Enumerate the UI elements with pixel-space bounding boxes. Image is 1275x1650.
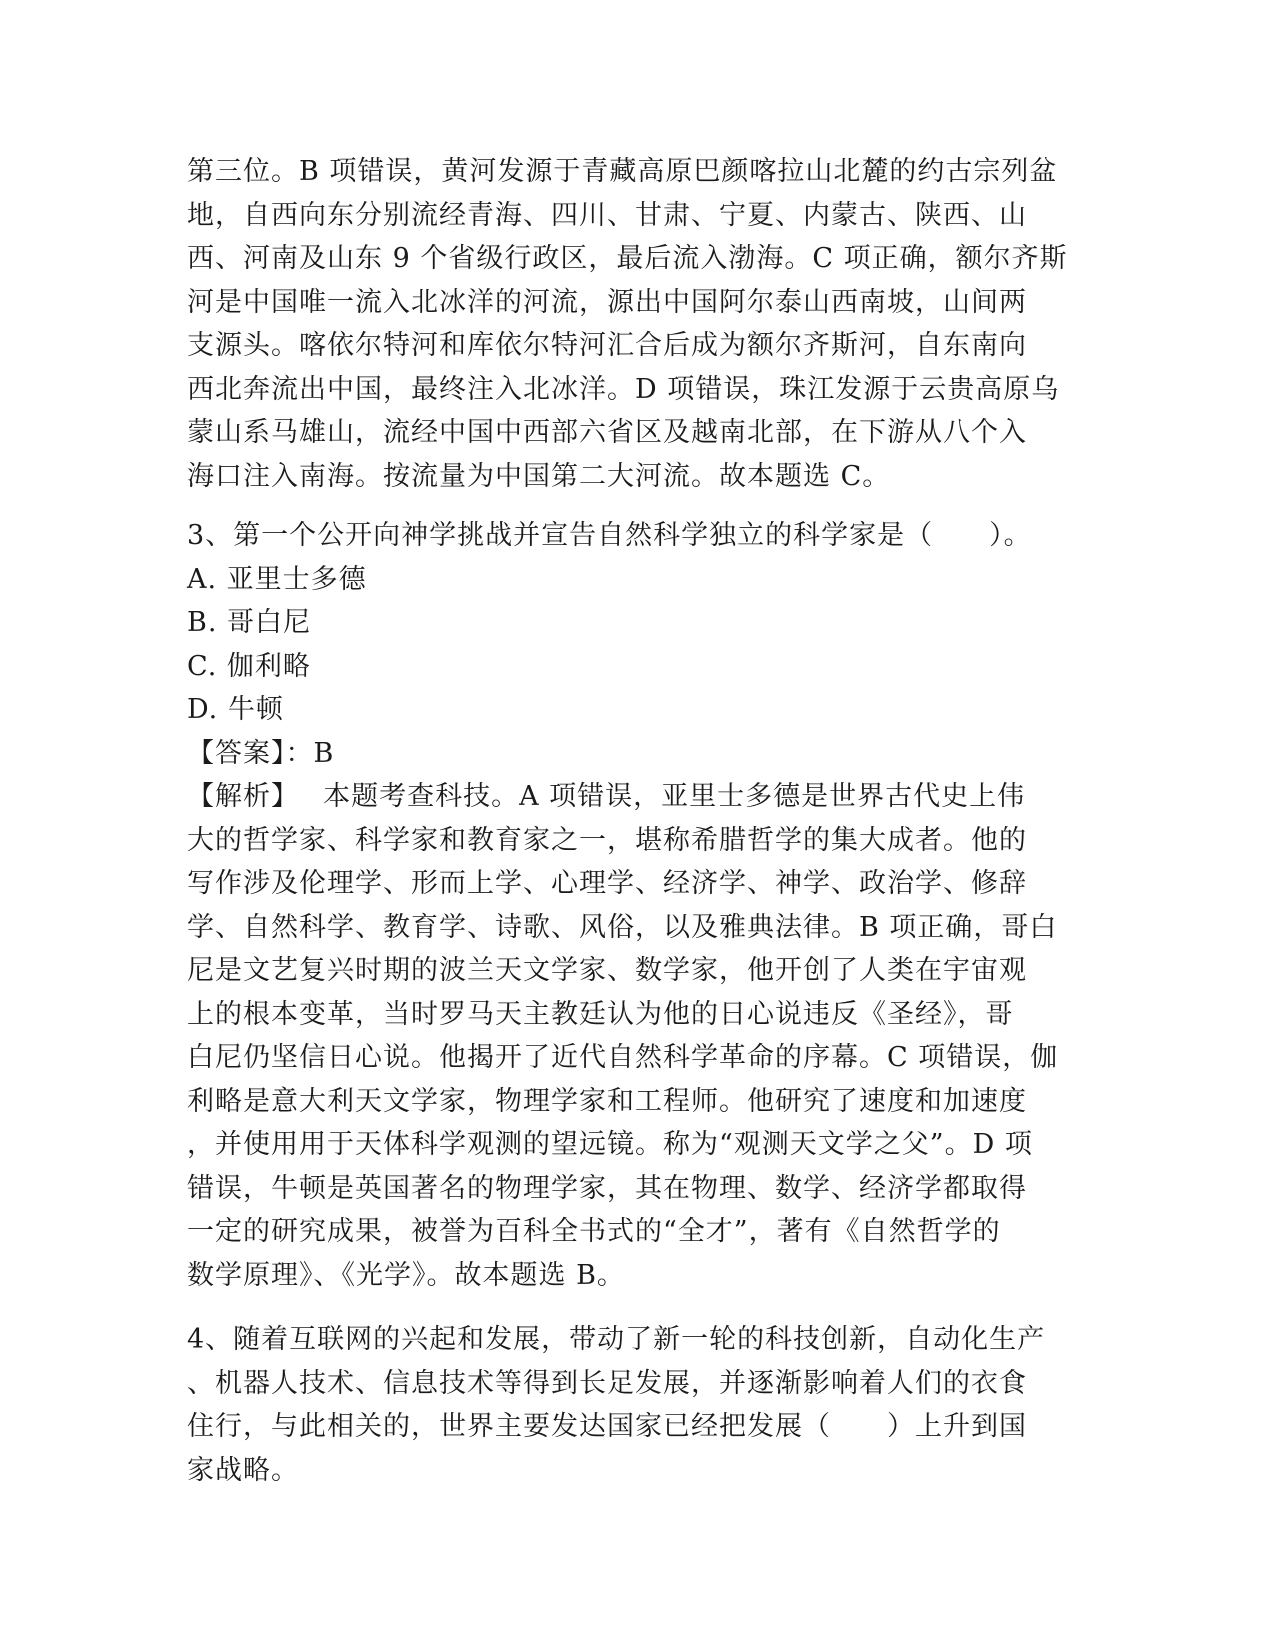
previous-explanation (187, 150, 1087, 498)
analysis-line: 写作涉及伦理学、形而上学、心理学、经济学、神学、政治学、修辞 (187, 868, 1027, 899)
analysis-line: 错误，牛顿是英国著名的物理学家，其在物理、数学、经济学都取得 (187, 1172, 1027, 1204)
analysis-line: 上的根本变革，当时罗马天主教廷认为他的日心说违反《圣经》，哥 (187, 998, 1014, 1030)
option-a: A. 亚里士多德 (187, 563, 367, 595)
analysis-line: 尼是文艺复兴时期的波兰天文学家、数学家，他开创了人类在宇宙观 (187, 955, 1027, 986)
analysis-line: 大的哲学家、科学家和教育家之一，堪称希腊哲学的集大成者。他的 (187, 824, 1027, 856)
analysis-line: ，并使用用于天体科学观测的望远镜。称为“观测天文学之父”。D 项 (187, 1129, 1033, 1160)
question-3 (187, 514, 1087, 1297)
text-line: 地，自西向东分别流经青海、四川、甘肃、宁夏、内蒙古、陕西、山 (187, 199, 1027, 231)
question-stem-line: 住行，与此相关的，世界主要发达国家已经把发展（ ）上升到国 (187, 1411, 1027, 1442)
question-stem-line: 、机器人技术、信息技术等得到长足发展，并逐渐影响着人们的衣食 (187, 1367, 1027, 1399)
text-line: 西北奔流出中国，最终注入北冰洋。D 项错误，珠江发源于云贵高原乌 (187, 373, 1060, 405)
text-line: 蒙山系马雄山，流经中国中西部六省区及越南北部，在下游从八个入 (187, 417, 1027, 448)
text-line: 第三位。B 项错误，黄河发源于青藏高原巴颜喀拉山北麓的约古宗列盆 (187, 156, 1058, 187)
analysis-line: 数学原理》、《光学》。故本题选 B。 (187, 1259, 625, 1291)
question-4 (187, 1318, 1087, 1492)
text-line: 支源头。喀依尔特河和库依尔特河汇合后成为额尔齐斯河，自东南向 (187, 330, 1027, 361)
text-line: 海口注入南海。按流量为中国第二大河流。故本题选 C。 (187, 460, 891, 492)
analysis-line: 一定的研究成果，被誉为百科全书式的“全才”，著有《自然哲学的 (187, 1216, 1001, 1247)
option-c: C. 伽利略 (187, 650, 311, 682)
analysis-line: 【解析】 本题考查科技。A 项错误，亚里士多德是世界古代史上伟 (187, 781, 1026, 812)
option-b: B. 哥白尼 (187, 607, 312, 638)
analysis-line: 学、自然科学、教育学、诗歌、风俗，以及雅典法律。B 项正确，哥白 (187, 911, 1058, 943)
question-stem-line: 4、随着互联网的兴起和发展，带动了新一轮的科技创新，自动化生产 (187, 1324, 1046, 1355)
option-d: D. 牛顿 (187, 694, 284, 725)
answer-line: 【答案】：B (187, 737, 335, 769)
analysis-line: 利略是意大利天文学家，物理学家和工程师。他研究了速度和加速度 (187, 1085, 1027, 1117)
text-line: 西、河南及山东 9 个省级行政区，最后流入渤海。C 项正确，额尔齐斯 (187, 243, 1068, 274)
text-line: 河是中国唯一流入北冰洋的河流，源出中国阿尔泰山西南坡，山间两 (187, 286, 1027, 318)
question-stem-line: 家战略。 (187, 1454, 299, 1486)
question-stem: 3、第一个公开向神学挑战并宣告自然科学独立的科学家是（ ）。 (187, 520, 1032, 551)
analysis-line: 白尼仍坚信日心说。他揭开了近代自然科学革命的序幕。C 项错误，伽 (187, 1042, 1059, 1073)
